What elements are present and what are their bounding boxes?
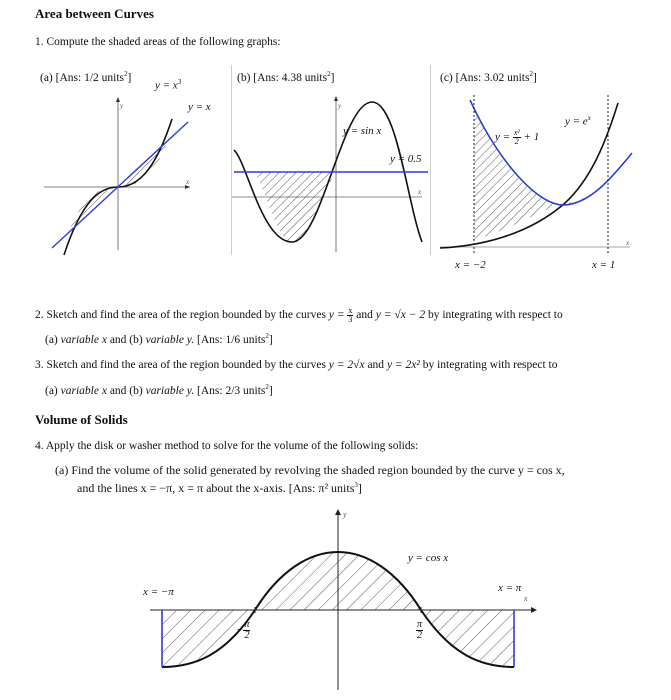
svg-text:x: x <box>418 188 422 196</box>
label-y-equals-x: y = x <box>188 101 211 113</box>
q4-label-y: y <box>343 510 347 519</box>
label-y-cos-x: y = cos x <box>408 552 449 564</box>
section-title-area: Area between Curves <box>35 6 154 21</box>
graph-b <box>232 92 428 257</box>
question-1-prompt: 1. Compute the shaded areas of the following graphs: <box>35 36 281 48</box>
svg-text:y: y <box>338 102 342 110</box>
label-x-1: x = 1 <box>592 259 616 271</box>
question-4a-line1: (a) Find the volume of the solid generated by revolving the shaded region bounded by the curve y = cos x, <box>55 463 565 477</box>
label-y-e-x: $y = e^x$ <box>565 114 591 128</box>
label-x-minus-2: x = −2 <box>455 259 486 271</box>
q1a-answer: (a) [Ans: 1/2 units$^2$] <box>40 70 132 84</box>
line-y-equals-x <box>52 122 188 248</box>
q4-label-x: x <box>524 594 528 603</box>
label-y-sin-x: y = sin x <box>343 125 382 137</box>
question-2-line2: (a) variable x and (b) variable y. [Ans: 1/6 units$^2$] <box>45 332 273 346</box>
question-2-line1: 2. Sketch and find the area of the region bounded by the curves y = $\frac{x}{3}$ and y = √x − 2 by integrating with respect to <box>35 306 563 324</box>
question-3-line1: 3. Sketch and find the area of the region bounded by the curves y = 2√x and y = 2x² by integrating with respect to <box>35 359 558 371</box>
tick-neg-pi-over-2: − $\frac{\pi}{2}$ <box>236 619 250 641</box>
svg-text:y: y <box>120 102 124 110</box>
label-parabola: y = $\frac{\text{x²}}{2}$ + 1 <box>495 128 540 146</box>
label-y-x-cubed: $y = x^3$ <box>155 78 182 92</box>
graph-q4 <box>140 505 540 695</box>
graph-c <box>440 95 636 260</box>
question-3-line2: (a) variable x and (b) variable y. [Ans: 2/3 units$^2$] <box>45 383 273 397</box>
svg-text:x: x <box>186 178 190 186</box>
q1b-answer: (b) [Ans: 4.38 units$^2$] <box>237 70 335 84</box>
curve-exp <box>440 103 618 248</box>
shade-b <box>254 172 336 242</box>
label-x-minus-pi: x = −π <box>143 586 174 598</box>
svg-text:x: x <box>626 239 630 247</box>
question-4-prompt: 4. Apply the disk or washer method to solve for the volume of the following solids: <box>35 440 419 452</box>
q1c-answer: (c) [Ans: 3.02 units$^2$] <box>440 70 537 84</box>
label-x-pi: x = π <box>498 582 522 594</box>
question-4a-line2: and the lines x = −π, x = π about the x-axis. [Ans: π² units$^3$] <box>77 481 362 495</box>
label-y-0-5: y = 0.5 <box>390 153 422 165</box>
section-title-volume: Volume of Solids <box>35 412 128 427</box>
tick-pos-pi-over-2: $\frac{\pi}{2}$ <box>417 619 423 641</box>
